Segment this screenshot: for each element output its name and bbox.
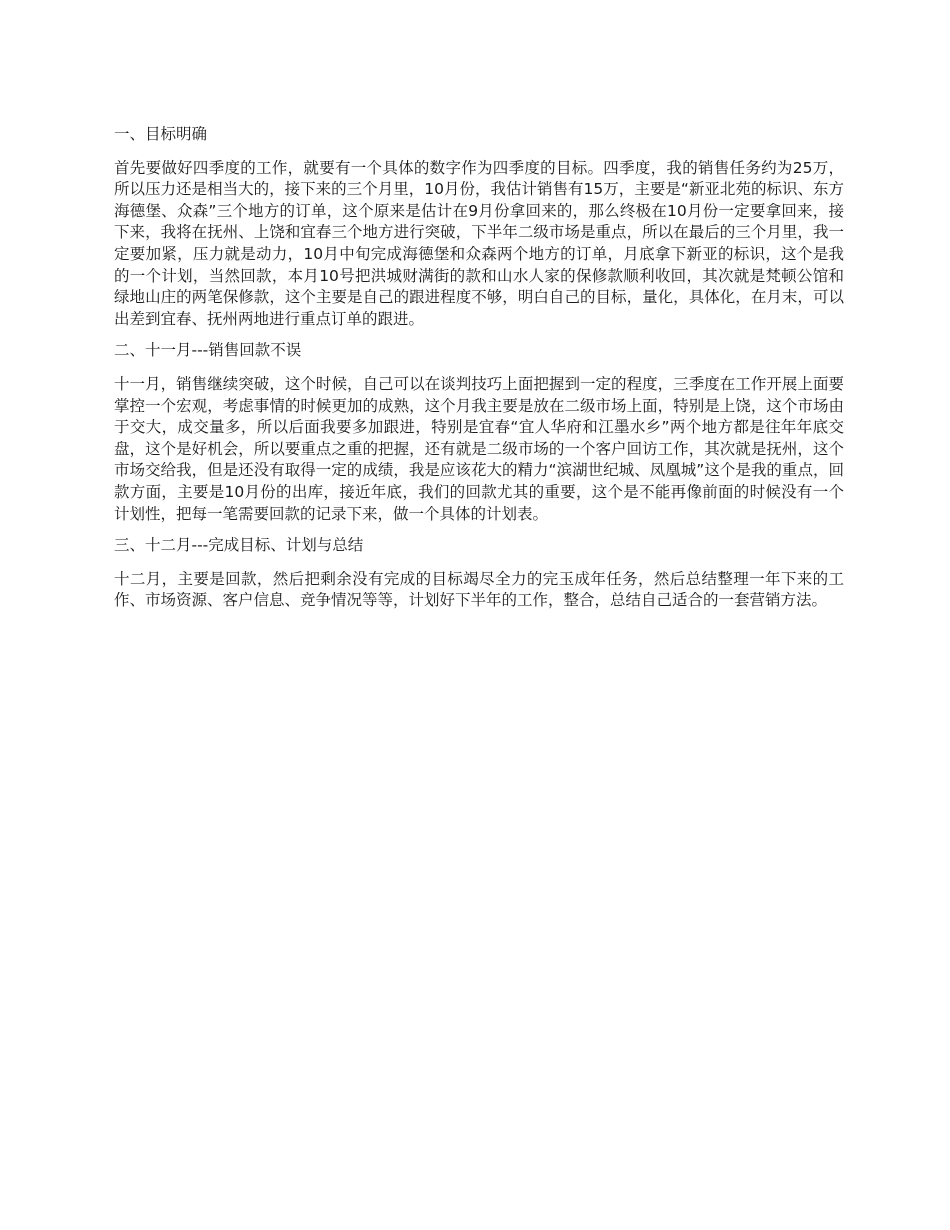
section-heading-december: 三、十二月---完成目标、计划与总结 <box>114 536 364 555</box>
document-page <box>114 124 844 622</box>
section-body-december: 十二月，主要是回款，然后把剩余没有完成的目标竭尽全力的完玉成年任务，然后总结整理一年下来的工作、市场资源、客户信息、竞争情况等等，计划好下半年的工作，整合，总结自己适合的一套营销方法。 <box>114 569 844 610</box>
section-heading-november: 二、十一月---销售回款不误 <box>114 341 302 360</box>
section-heading-goals: 一、目标明确 <box>114 125 208 143</box>
section-body-november: 十一月，销售继续突破，这个时候，自己可以在谈判技巧上面把握到一定的程度，三季度在工作开展上面要掌控一个宏观，考虑事情的时候更加的成熟，这个月我主要是放在二级市场上面，特别是上饶，这个市场由于交大，成交量多，所以后面我要多加跟进，特别是宜春“宜人华府和江墨水乡”两个地方都是往年年底交盘，这个是好机会，所以要重点之重的把握，还有就是二级市场的一个客户回访工作，其次就是抚州，这个市场交给我，但是还没有取得一定的成绩，我是应该花大的精力“滨湖世纪城、凤凰城”这个是我的重点，回款方面，主要是10月份的出库，接近年底，我们的回款尤其的重要，这个是不能再像前面的时候没有一个计划性，把每一笔需要回款的记录下来，做一个具体的计划表。 <box>114 374 844 523</box>
section-body-goals: 首先要做好四季度的工作，就要有一个具体的数字作为四季度的目标。四季度，我的销售任务约为25万，所以压力还是相当大的，接下来的三个月里，10月份，我估计销售有15万，主要是“新亚北苑的标识、东方海德堡、众森”三个地方的订单，这个原来是估计在9月份拿回来的，那么终极在10月份一定要拿回来，接下来，我将在抚州、上饶和宜春三个地方进行突破，下半年二级市场是重点，所以在最后的三个月里，我一定要加紧，压力就是动力，10月中旬完成海德堡和众森两个地方的订单，月底拿下新亚的标识，这个是我的一个计划，当然回款，本月10号把洪城财满街的款和山水人家的保修款顺利收回，其次就是梵顿公馆和绿地山庄的两笔保修款，这个主要是自己的跟进程度不够，明白自己的目标，量化，具体化，在月末，可以出差到宜春、抚州两地进行重点订单的跟进。 <box>114 158 844 328</box>
